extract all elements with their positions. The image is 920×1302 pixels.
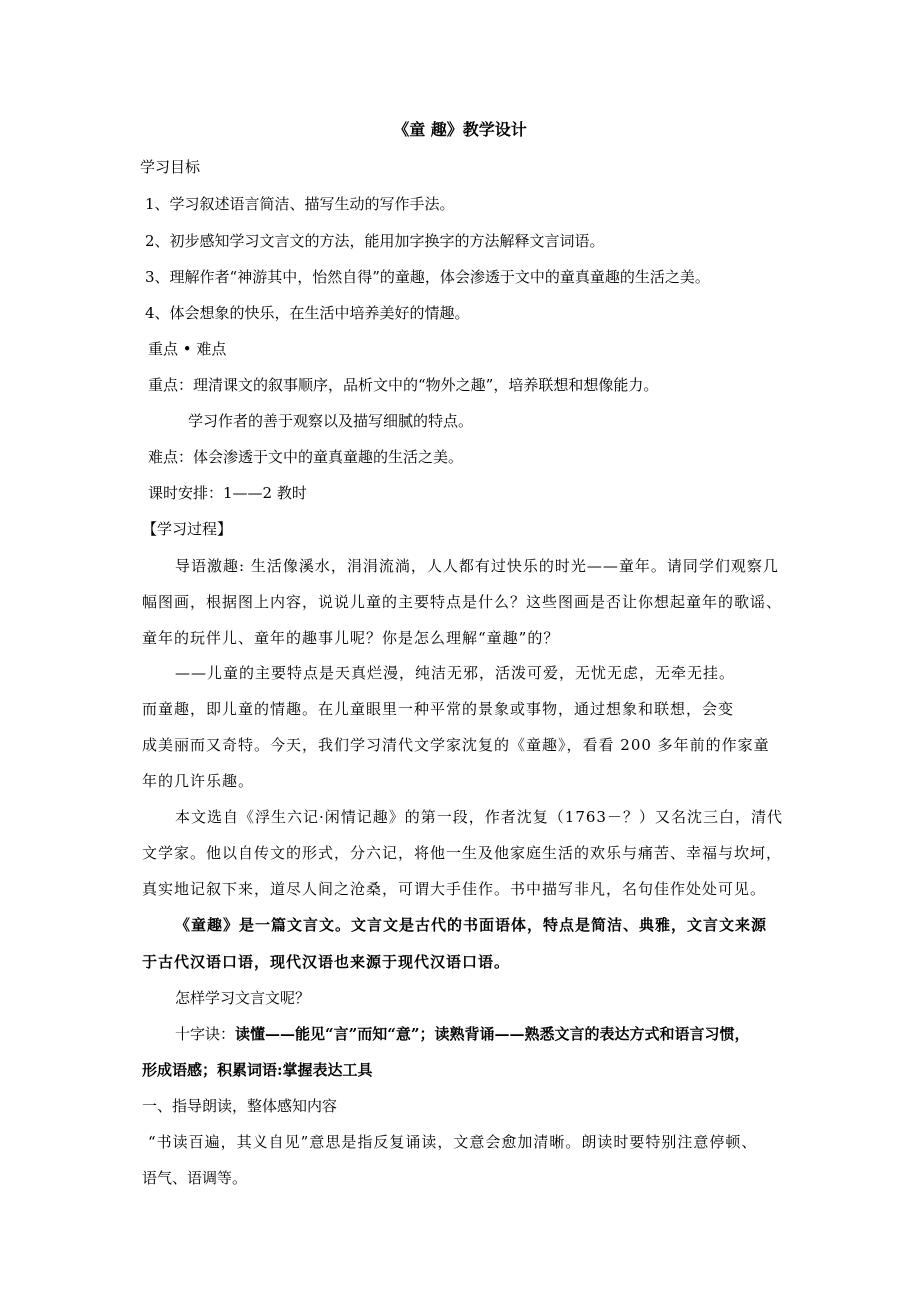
- doc-title: 《童 趣》教学设计: [393, 120, 527, 139]
- paragraph-line: 本文选自《浮生六记·闲情记趣》的第一段，作者沈复（1763－？）又名沈三白，清代: [175, 808, 783, 826]
- section-heading: 一、指导朗读，整体感知内容: [142, 1097, 338, 1115]
- key-points-text: 学习作者的善于观察以及描写细腻的特点。: [188, 412, 474, 430]
- ten-char-prefix: 十字诀：: [175, 1025, 236, 1043]
- paragraph-line: 真实地记叙下来，道尽人间之沧桑，可谓大手佳作。书中描写非凡，名句佳作处处可见。: [142, 880, 767, 898]
- difficulty-text: 难点：体会渗透于文中的童真童趣的生活之美。: [148, 448, 464, 466]
- paragraph-line: 而童趣，即儿童的情趣。在儿童眼里一种平常的景象或事物，通过想象和联想，会变: [142, 700, 735, 718]
- paragraph-line: ——儿童的主要特点是天真烂漫，纯洁无邪，活泼可爱，无忧无虑，无牵无挂。: [175, 664, 736, 682]
- ten-char-line-2: 形成语感；积累词语:掌握表达工具: [142, 1061, 373, 1079]
- schedule-text: 课时安排：1——2 教时: [148, 484, 307, 502]
- key-points-heading: 重点 • 难点: [148, 340, 227, 358]
- paragraph-line-bold: 于古代汉语口语，现代汉语也来源于现代汉语口语。: [142, 953, 511, 971]
- key-points-text: 重点：理清课文的叙事顺序，品析文中的“物外之趣”，培养联想和想像能力。: [148, 376, 659, 394]
- objectives-heading: 学习目标: [140, 158, 201, 176]
- ten-char-line: [175, 1024, 750, 1044]
- paragraph-line-bold: 《童趣》是一篇文言文。文言文是古代的书面语体，特点是简洁、典雅，文言文来源: [175, 916, 768, 934]
- paragraph-line: 年的几许乐趣。: [142, 772, 255, 790]
- paragraph-line: 成美丽而又奇特。今天，我们学习清代文学家沈复的《童趣》，看看 200 多年前的作家童: [142, 736, 770, 754]
- paragraph-line: 幅图画，根据图上内容，说说儿童的主要特点是什么？这些图画是否让你想起童年的歌谣、: [142, 593, 783, 611]
- objective-item: 4、体会想象的快乐，在生活中培养美好的情趣。: [145, 304, 470, 322]
- objective-item: 3、理解作者“神游其中，怡然自得”的童趣，体会渗透于文中的童真童趣的生活之美。: [145, 268, 710, 286]
- paragraph-line: 文学家。他以自传文的形式，分六记，将他一生及他家庭生活的欢乐与痛苦、幸福与坎坷，: [142, 844, 783, 862]
- objective-item: 1、学习叙述语言简洁、描写生动的写作手法。: [145, 195, 455, 213]
- paragraph-line: 语气、语调等。: [142, 1169, 248, 1187]
- objective-item: 2、初步感知学习文言文的方法，能用加字换字的方法解释文言词语。: [145, 232, 605, 250]
- paragraph-line: “书读百遍，其义自见”意思是指反复诵读，文意会愈加清晰。朗读时要特别注意停顿、: [148, 1133, 758, 1151]
- process-heading: 【学习过程】: [142, 520, 233, 538]
- paragraph-line: 导语激趣: 生活像溪水，涓涓流淌，人人都有过快乐的时光——童年。请同学们观察几: [175, 557, 779, 575]
- how-to-text: 怎样学习文言文呢？: [175, 989, 311, 1007]
- ten-char-rest: 读懂——能见“言”而知“意”；读熟背诵——熟悉文言的表达方式和语言习惯，: [235, 1025, 750, 1043]
- paragraph-line: 童年的玩伴儿、童年的趣事儿呢？你是怎么理解“童趣”的？: [142, 629, 560, 647]
